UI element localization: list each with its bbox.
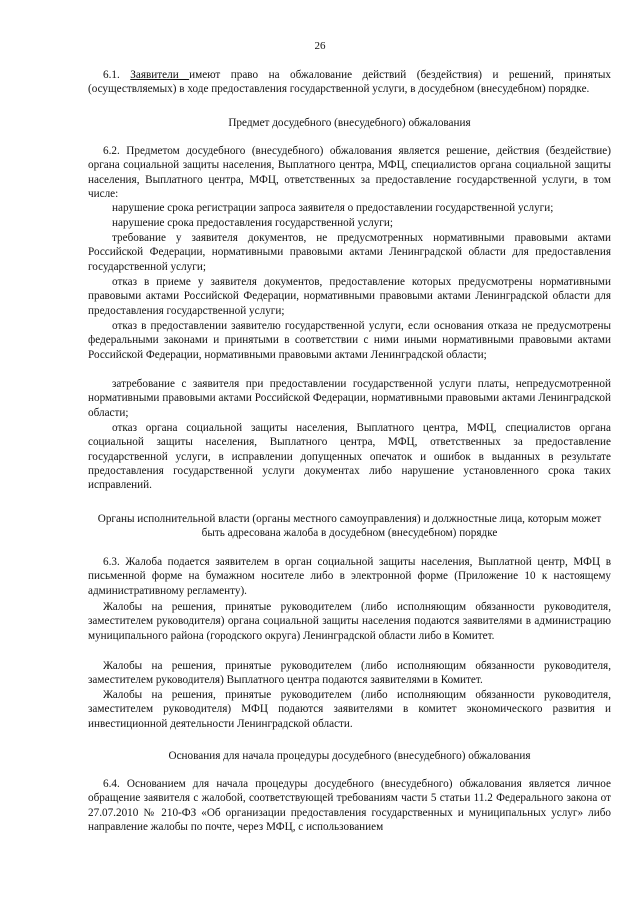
paragraph-6-3: 6.3. Жалоба подается заявителем в орган социальной защиты населения, Выплатной центр, МФЦ в письменной форме на бумажном носителе либо в электронной форме (Приложение 10 к настоящему административному регламенту). [88, 556, 611, 597]
paragraph-6-1-underlined: Заявители [130, 69, 190, 81]
paragraph-6-3-c: Жалобы на решения, принятые руководителем (либо исполняющим обязанности руководителя, заместителем руководителя) МФЦ подаются заявителями в комитет экономического развития и инвестиционной деятельности Ленинградской области. [88, 689, 611, 730]
section-heading-authorities: Органы исполнительной власти (органы местного самоуправления) и должностные лица, которым может быть адресована жалоба в досудебном (внесудебном) порядке [97, 513, 602, 540]
page-number: 26 [314, 40, 326, 52]
list-item: нарушение срока регистрации запроса заявителя о предоставлении государственной услуги; [112, 202, 554, 214]
section-heading-subject: Предмет досудебного (внесудебного) обжалования [228, 117, 471, 129]
paragraph-6-1-number: 6.1. [103, 69, 131, 81]
paragraph-6-1-text: имеют право на обжалование действий (бездействия) и решений, принятых (осуществляемых) в ходе предоставления государственной услуги, в досудебном (внесудебном) порядке. [88, 69, 611, 96]
paragraph-6-2: 6.2. Предметом досудебного (внесудебного) обжалования является решение, действия (бездействие) органа социальной защиты населения, Выплатного центра, МФЦ, специалистов органа социальной защиты населения, Выплатного центра, МФЦ, ответственных за предоставление государственной услуги, в том числе: [88, 145, 611, 200]
list-item: отказ в приеме у заявителя документов, предоставление которых предусмотрены нормативными правовыми актами Российской Федерации, нормативными правовыми актами Ленинградской области для предоставления государственной услуги; [88, 276, 611, 317]
list-item: отказ органа социальной защиты населения, Выплатного центра, МФЦ, специалистов органа социальной защиты населения, Выплатного центра, МФЦ, ответственных за предоставление государственной услуги, в исправлении допущенных опечаток и ошибок в выданных в результате предоставления государственной услуги документах либо нарушение установленного срока таких исправлений. [88, 422, 611, 492]
paragraph-6-3-a: Жалобы на решения, принятые руководителем (либо исполняющим обязанности руководителя, заместителем руководителя) органа социальной защиты населения подаются заявителями в администрацию муниципального района (городского округа) Ленинградской области либо в Комитет. [88, 601, 611, 642]
list-item: затребование с заявителя при предоставлении государственной услуги платы, непредусмотренной нормативными правовыми актами Российской Федерации, нормативными правовыми актами Ленинградской области; [88, 378, 611, 419]
section-heading-grounds: Основания для начала процедуры досудебного (внесудебного) обжалования [168, 750, 531, 762]
paragraph-6-1 [88, 68, 611, 97]
paragraph-6-3-b: Жалобы на решения, принятые руководителем (либо исполняющим обязанности руководителя, заместителем руководителя) Выплатного центра подаются заявителями в Комитет. [88, 660, 611, 687]
list-item: нарушение срока предоставления государственной услуги; [112, 217, 393, 229]
paragraph-6-4: 6.4. Основанием для начала процедуры досудебного (внесудебного) обжалования является личное обращение заявителя с жалобой, соответствующей требованиям части 5 статьи 11.2 Федерального закона от 27.07.2010 № 210-ФЗ «Об организации предоставления государственных и муниципальных услуг» либо направление жалобы по почте, через МФЦ, с использованием [88, 778, 611, 833]
list-item: отказ в предоставлении заявителю государственной услуги, если основания отказа не предусмотрены федеральными законами и принятыми в соответствии с ними иными нормативными правовыми актами Российской Федерации, нормативными правовыми актами Ленинградской области; [88, 320, 611, 361]
list-item: требование у заявителя документов, не предусмотренных нормативными правовыми актами Российской Федерации, нормативными правовыми актами Ленинградской области для предоставления государственной услуги; [88, 232, 611, 273]
